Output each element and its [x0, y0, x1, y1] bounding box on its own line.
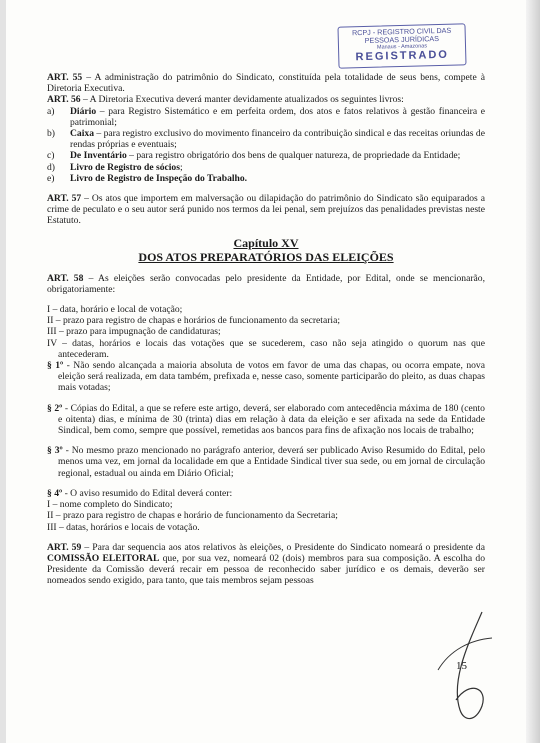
paragraph-3-label: § 3º	[47, 445, 63, 457]
paragraph-3	[47, 445, 485, 479]
chapter-heading	[47, 236, 485, 264]
item-term: Caixa	[70, 128, 94, 140]
art-58-text: – As eleições serão convocadas pelo presidente da Entidade, por Edital, onde se mencionarão, obrigatoriamente:	[47, 272, 485, 295]
item-marker: b)	[47, 128, 55, 140]
paragraph-4-item-1: I – nome completo do Sindicato;	[47, 499, 173, 511]
paragraph-1-text: - Não sendo alcançada a maioria absoluta de votos em favor de uma das chapas, ou ocorra empate, nova eleição será realizada, em data também, prefixada e, nesse caso, somente participarão do pleito, as duas chapas mais votadas;	[58, 360, 485, 394]
art-57-text: – Os atos que importem em malversação ou dilapidação do patrimônio do Sindicato são equiparados a crime de peculato e o seu autor será punido nos termos da lei penal, sem prejuízos das penalidades previstas neste Estatuto.	[47, 193, 485, 227]
paragraph-4-item-3: III – datas, horários e locais de votação.	[47, 521, 200, 533]
art-55-text: – A administração do patrimônio do Sindicato, constituída pela totalidade de seus bens, compete à Diretoria Executiva.	[47, 72, 485, 95]
paragraph-2-text: - Cópias do Edital, a que se refere este artigo, deverá, ser elaborado com antecedência máxima de 180 (cento e oitenta) dias, e mínima de 30 (trinta) dias em relação à data da eleição e ser afixada na sede da Entidade Sindical, bem como, sempre que possível, remetidas aos bancos para fins de afixação nos locais de trabalho;	[58, 402, 485, 437]
item-marker: a)	[47, 105, 55, 117]
paragraph-2	[47, 403, 485, 437]
item-marker: d)	[47, 161, 55, 173]
item-marker: c)	[47, 150, 55, 162]
scan-right-edge	[526, 0, 540, 743]
item-term: Livro de Registro de Inspeção do Trabalho.	[70, 172, 248, 184]
item-marker: e)	[47, 172, 55, 184]
art-55-label: ART. 55	[47, 72, 83, 83]
art-58-item-1: I – data, horário e local de votação;	[47, 304, 183, 316]
document-body	[47, 72, 485, 587]
item-text: – para Registro Sistemático e em perfeita ordem, dos atos e fatos relativos à gestão financeira e patrimonial;	[70, 105, 485, 128]
item-term: De Inventário	[70, 150, 127, 162]
art-56-item-b	[47, 128, 485, 150]
paragraph-3-text: - No mesmo prazo mencionado no parágrafo anterior, deverá ser publicado Aviso Resumido do Edital, pelo menos uma vez, em jornal da localidade em que a Entidade Sindical tiver sua sede, ou em jornal de circulação regional, estadual ou ainda em Diário Oficial;	[58, 445, 485, 479]
art-56	[47, 94, 485, 105]
art-56-item-a	[47, 106, 485, 128]
art-58-label: ART. 58	[47, 272, 84, 284]
art-59-text-a: – Para dar sequencia aos atos relativos às eleições, o Presidente do Sindicato nomeará o presidente da	[81, 541, 485, 553]
art-59-text-b: que, por sua vez, nomeará 02 (dois) membros para sua composição. A escolha do Presidente da Comissão deverá recair em pessoa de reconhecido saber jurídico e os demais, deverão ser nomeados sendo exigido, para tanto, que tais membros sejam pessoas	[47, 552, 485, 587]
paragraph-4-item-2: II – prazo para registro de chapas e horário de funcionamento da Secretaria;	[47, 510, 338, 522]
item-text: ;	[179, 161, 183, 173]
art-57-label: ART. 57	[47, 193, 82, 205]
art-56-text: – A Diretoria Executiva deverá manter devidamente atualizados os seguintes livros:	[80, 94, 404, 106]
page-number: 15	[456, 660, 467, 672]
paragraph-4-text: - O aviso resumido do Edital deverá conter:	[62, 487, 233, 499]
art-58-item-3: III – prazo para impugnação de candidaturas;	[47, 326, 221, 338]
stamp-line-4: REGISTRADO	[355, 48, 450, 64]
stamp-line-2: PESSOAS JURÍDICAS	[364, 34, 440, 45]
paragraph-4-label: § 4º	[47, 487, 63, 499]
comissao-eleitoral: COMISSÃO ELEITORAL	[47, 552, 160, 564]
scan-left-edge	[0, 0, 6, 743]
art-58-item-4: IV – datas, horários e locais das votações que se sucederem, caso não seja atingido o quorum nas que antecederam.	[47, 337, 485, 360]
art-56-label: ART. 56	[47, 94, 81, 106]
art-56-item-d	[47, 162, 485, 173]
art-59	[47, 542, 485, 587]
art-58-item-2: II – prazo para registro de chapas e horários de funcionamento da secretaria;	[47, 315, 341, 327]
paragraph-1	[47, 360, 485, 394]
paragraph-4	[47, 488, 485, 499]
signature	[430, 610, 500, 730]
art-55	[47, 72, 485, 94]
art-56-item-e	[47, 173, 485, 184]
item-text: – para registro exclusivo do movimento financeiro da contribuição sindical e das receitas oriundas de rendas próprias e eventuais;	[70, 128, 485, 151]
stamp-line-3: Manaus - Amazonas	[376, 43, 428, 51]
chapter-number: Capítulo XV	[233, 235, 299, 250]
item-text: – para registro obrigatório dos bens de qualquer natureza, de propriedade da Entidade;	[126, 150, 461, 162]
art-56-item-c	[47, 150, 485, 161]
chapter-title: DOS ATOS PREPARATÓRIOS DAS ELEIÇÕES	[138, 249, 394, 264]
art-57	[47, 193, 485, 227]
paragraph-2-label: § 2º	[47, 402, 63, 414]
item-term: Livro de Registro de sócios	[70, 161, 180, 173]
item-term: Diário	[70, 105, 97, 117]
stamp-line-1: RCPJ - REGISTRO CIVIL DAS	[351, 25, 452, 38]
art-58	[47, 273, 485, 295]
paragraph-1-label: § 1º	[47, 360, 64, 372]
art-59-label: ART. 59	[47, 541, 82, 553]
registry-stamp	[337, 23, 466, 68]
